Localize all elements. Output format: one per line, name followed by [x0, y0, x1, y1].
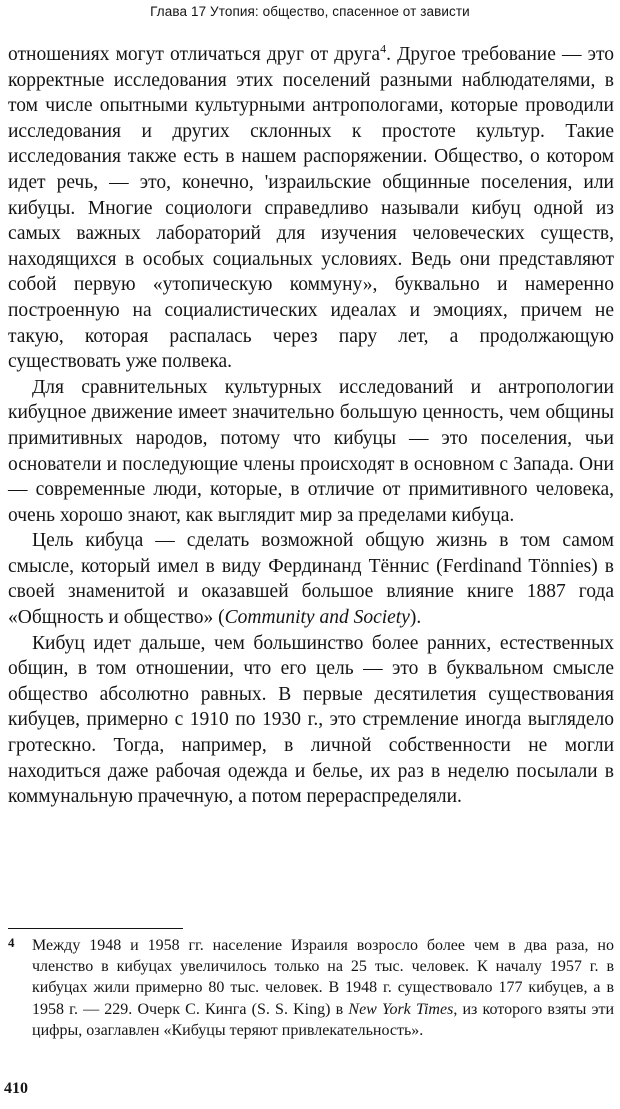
footnote	[8, 935, 614, 1041]
paragraph-1	[8, 42, 614, 375]
footnote-text-start: Между 1948 и 1958 гг. население Израиля возросло более чем в два раза, но членство в кибуцах увеличилось только на 25 тыс. человек. К началу 1957 г. в кибуцах жили примерно 80 тыс. человек. В 1948 г. существовало 177 кибуцев, а в 1958 г. — 229. Очерк С. Кинга (S. S. King) в	[32, 937, 614, 1018]
running-head: Глава 17 Утопия: общество, спасенное от зависти	[150, 4, 470, 19]
page-number: 410	[4, 1080, 28, 1097]
paragraph-3-text-start: Цель кибуца — сделать возможной общую жизнь в том самом смысле, который имел в виду Фердинанд Тённис (Ferdinand Tönnies) в своей знаменитой и оказавшей большое влияние книге 1887 года «Общность и общество» (	[8, 530, 614, 629]
paragraph-4: Кибуц идет дальше, чем большинство более ранних, естественных общин, в том отношении, что его цель — это в буквальном смысле общество абсолютно равных. В первые десятилетия существования кибуцев, примерно с 1910 по 1930 г., это стремление иногда выглядело гротескно. Тогда, например, в личной собственности не могли находиться даже рабочая одежда и белье, их раз в неделю посылали в коммунальную прачечную, а потом перераспределяли.	[8, 632, 614, 808]
footnote-reference[interactable]: 4	[380, 41, 387, 56]
paragraph-3-text-end: ).	[409, 607, 422, 629]
book-title-italic: Community and Society	[224, 607, 410, 629]
footnote-divider	[8, 928, 183, 929]
paragraph-3	[8, 528, 614, 630]
footnote-text-end: , из которого взяты эти цифры, озаглавлен «Кибуцы теряют привлекательность».	[32, 1000, 615, 1039]
footnote-text	[32, 935, 614, 1041]
paragraph-2: Для сравнительных культурных исследований и антропологии кибуцное движение имеет значительно большую ценность, чем общины примитивных народов, потому что кибуцы — это поселения, чьи основатели и последующие члены происходят в основном с Запада. Они — современные люди, которые, в отличие от примитивного человека, очень хорошо знают, как выглядит мир за пределами кибуца.	[8, 376, 614, 526]
paragraph-1-text-end: . Другое требование — это корректные исследования этих поселений разными наблюдателями, в том числе опытными культурными антропологами, которые проводили исследования и других склонных к простоте культур. Такие исследования также есть в нашем распоряжении. Общество, о котором идет речь, — это, конечно, 'израильские общинные поселения, или кибуцы. Многие социологи справедливо называли кибуц одной из самых важных лабораторий для изучения человеческих существ, находящихся в особых социальных условиях. Ведь они представляют собой первую «утопическую коммуну», буквально и намеренно построенную на социалистических идеалах и эмоциях, причем не такую, которая распалась через пару лет, а продолжающую существовать уже полвека.	[8, 44, 614, 373]
newspaper-title-italic: New York Times	[348, 1000, 454, 1018]
paragraph-1-text-start: отношениях могут отличаться друг от друга	[8, 44, 381, 65]
main-text	[8, 42, 614, 810]
footnote-mark: 4	[8, 935, 15, 950]
